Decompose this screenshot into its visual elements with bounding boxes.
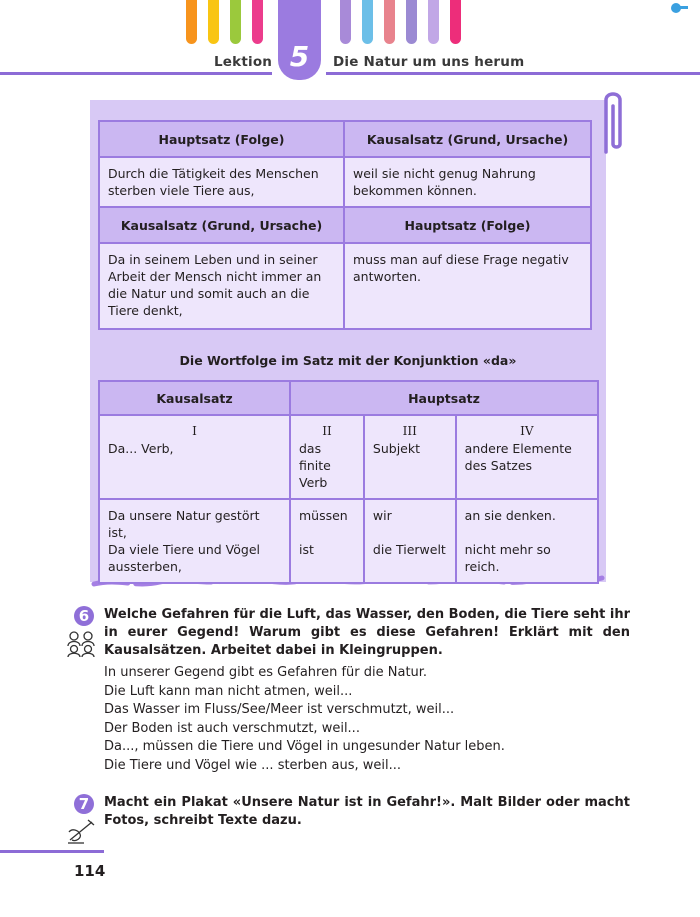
table-cell xyxy=(364,499,456,583)
color-stripe xyxy=(208,0,219,44)
cell-line: Da unsere Natur gestört ist, xyxy=(108,508,260,540)
table-cell: weil sie nicht genug Nahrung bekommen können. xyxy=(344,157,591,207)
table-cell xyxy=(99,499,290,583)
cell-line: an sie denken. xyxy=(464,508,556,523)
roman-numeral: II xyxy=(322,424,332,438)
exercise-6-number: 6 xyxy=(74,606,94,626)
color-stripe xyxy=(428,0,439,44)
table-header-cell: Kausalsatz (Grund, Ursache) xyxy=(99,207,344,243)
cell-line: müssen xyxy=(298,508,348,523)
header-line-left xyxy=(0,72,272,75)
table-header-cell: Hauptsatz (Folge) xyxy=(99,121,344,157)
example-line: Der Boden ist auch verschmutzt, weil... xyxy=(104,720,360,736)
word-order-title: Die Wortfolge im Satz mit der Konjunktion «da» xyxy=(179,353,517,368)
word-order-table xyxy=(98,380,599,584)
cell-line: Da viele Tiere und Vögel aussterben, xyxy=(108,542,260,574)
color-stripe xyxy=(186,0,197,44)
cell-label: Da... Verb, xyxy=(108,441,174,456)
color-stripe xyxy=(362,0,373,44)
cell-line: wir xyxy=(372,508,392,523)
cell-line: ist xyxy=(298,542,314,557)
publisher-logo-icon xyxy=(670,2,688,14)
example-line: Die Tiere und Vögel wie ... sterben aus, weil... xyxy=(104,757,402,773)
cause-effect-table xyxy=(98,120,592,330)
footer-line xyxy=(0,850,104,853)
lesson-number: 5 xyxy=(289,40,310,73)
table-cell xyxy=(364,415,456,499)
color-stripe xyxy=(450,0,461,44)
roman-numeral: IV xyxy=(520,424,534,438)
example-line: Die Luft kann man nicht atmen, weil... xyxy=(104,683,353,699)
lesson-label: Lektion xyxy=(214,54,273,70)
cell-label: das finite Verb xyxy=(298,441,331,490)
exercise-7-task: Macht ein Plakat «Unsere Natur ist in Gefahr!». Malt Bilder oder macht Fotos, schreibt Texte dazu. xyxy=(104,795,630,828)
roman-numeral: I xyxy=(192,424,197,438)
paperclip-icon xyxy=(596,86,630,156)
cell-line: nicht mehr so reich. xyxy=(464,542,551,574)
table-cell: muss man auf diese Frage negativ antworten. xyxy=(344,243,591,329)
table-header-cell: Hauptsatz (Folge) xyxy=(344,207,591,243)
cell-label: andere Elemente des Satzes xyxy=(464,441,572,473)
header-line-right xyxy=(326,72,700,75)
table-cell: Durch die Tätigkeit des Menschen sterben viele Tiere aus, xyxy=(99,157,344,207)
table-header-cell: Kausalsatz (Grund, Ursache) xyxy=(344,121,591,157)
cell-label: Subjekt xyxy=(372,441,421,456)
example-line: In unserer Gegend gibt es Gefahren für die Natur. xyxy=(104,665,428,680)
table-cell xyxy=(99,415,290,499)
example-line: Da..., müssen die Tiere und Vögel in ungesunder Natur leben. xyxy=(104,739,505,755)
table-cell xyxy=(290,415,364,499)
table-header-cell: Kausalsatz xyxy=(99,381,290,415)
writing-hand-icon xyxy=(66,816,96,844)
color-stripe xyxy=(230,0,241,44)
table-cell: Da in seinem Leben und in seiner Arbeit der Mensch nicht immer an die Natur und somit auch an die Tiere denkt, xyxy=(99,243,344,329)
cell-line: die Tierwelt xyxy=(372,542,446,557)
color-stripe xyxy=(384,0,395,44)
exercise-6-task: Welche Gefahren für die Luft, das Wasser, den Boden, die Tiere seht ihr in eurer Gegend! Warum gibt es diese Gefahren! Erklärt mit den Kausalsätzen. Arbeitet dabei in Kleingruppen. xyxy=(104,607,630,658)
table-cell xyxy=(456,499,598,583)
color-stripe xyxy=(252,0,263,44)
table-cell xyxy=(456,415,598,499)
exercise-6-lines xyxy=(104,664,624,776)
exercise-7-number: 7 xyxy=(74,794,94,814)
example-line: Das Wasser im Fluss/See/Meer ist verschmutzt, weil... xyxy=(104,702,455,718)
roman-numeral: III xyxy=(402,424,417,438)
color-stripe xyxy=(340,0,351,44)
page-number: 114 xyxy=(74,862,106,880)
table-header-cell: Hauptsatz xyxy=(290,381,598,415)
table-cell xyxy=(290,499,364,583)
group-work-icon xyxy=(64,628,98,658)
lesson-title: Die Natur um uns herum xyxy=(333,54,525,70)
color-stripe xyxy=(406,0,417,44)
